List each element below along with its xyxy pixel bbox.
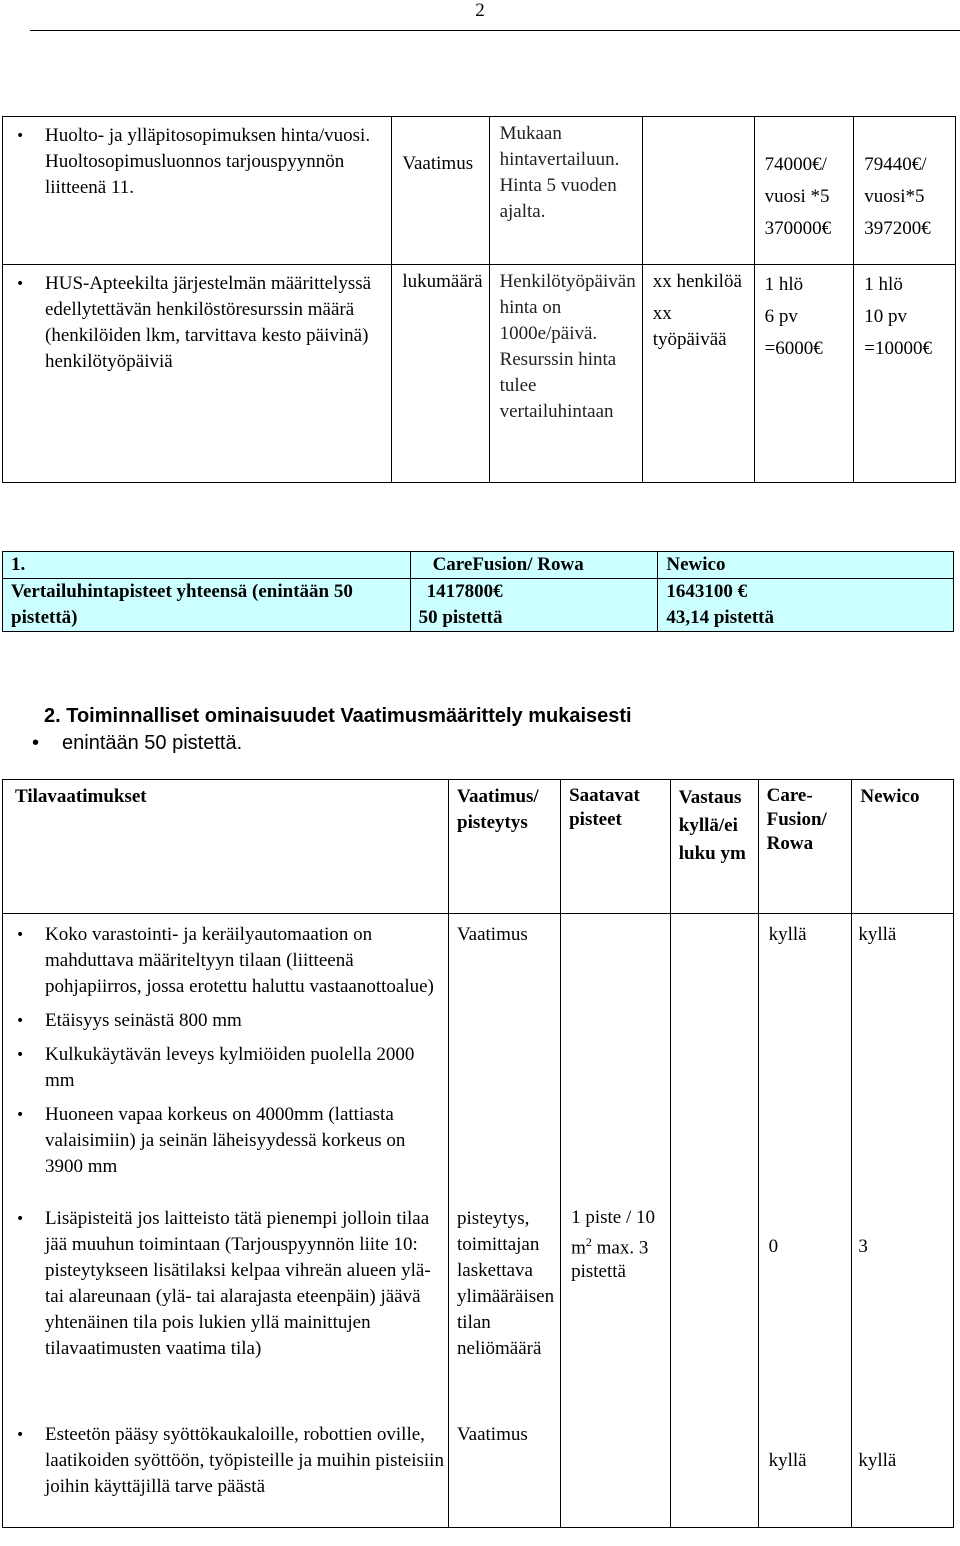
vendor1-answer: kyllä	[758, 914, 852, 1206]
requirements-table	[2, 779, 954, 1528]
list-item: • Huolto- ja ylläpitosopimuksen hinta/vuosi. Huoltosopimusluonnos tarjouspyynnön liitteenä 11.	[3, 123, 385, 201]
requirement-type: pisteytys, toimittajan laskettava ylimääräisen tilan neliömäärä	[449, 1206, 561, 1418]
table-row	[3, 914, 954, 1206]
vendor1-answer: 0	[758, 1206, 852, 1418]
vendor2-price: 79440€/ vuosi*5 397200€	[854, 117, 956, 265]
vendor1-name: CareFusion/ Rowa	[410, 552, 658, 579]
vendor2-name: Newico	[658, 552, 954, 579]
section-heading: 2. Toiminnalliset ominaisuudet Vaatimusmäärittely mukaisesti	[44, 705, 632, 727]
requirement-list	[3, 1206, 448, 1362]
requirement-type: Vaatimus	[392, 117, 489, 265]
answer-cell	[670, 1418, 758, 1528]
points-cell: 1 piste / 10 $m^2$ max. 3 pistettä	[561, 1206, 671, 1418]
pricing-note: Henkilötyöpäivän hinta on 1000e/päivä. Resurssin hinta tulee vertailuhintaan	[489, 265, 642, 483]
col-header-type: Vaatimus/ pisteytys	[449, 780, 561, 914]
vendor2-price: 1 hlö 10 pv =10000€	[854, 265, 956, 483]
list-item: • Koko varastointi- ja keräilyautomaation on mahduttava määriteltyyn tilaan (liitteenä pohjapiirros, jossa erotettu haluttu vastaanottoalue)	[3, 922, 448, 1000]
vendor1-price: 1 hlö 6 pv =6000€	[754, 265, 854, 483]
summary-table	[2, 551, 954, 632]
price-table	[2, 116, 956, 483]
list-item: • Etäisyys seinästä 800 mm	[3, 1008, 448, 1034]
summary-label: Vertailuhintapisteet yhteensä (enintään 50 pistettä)	[3, 579, 411, 632]
page-number: 2	[475, 0, 485, 21]
table-row	[3, 265, 956, 483]
unit-cell	[642, 117, 754, 265]
vendor2-answer: 3	[852, 1206, 954, 1418]
points-cell	[561, 914, 671, 1206]
list-item: • Esteetön pääsy syöttökaukaloille, robottien oville, laatikoiden syöttöön, työpisteille ja muihin pisteisiin joihin käyttäjillä tarve päästä	[3, 1422, 448, 1500]
summary-number: 1.	[3, 552, 411, 579]
list-item: • Kulkukäytävän leveys kylmiöiden puolella 2000 mm	[3, 1042, 448, 1094]
list-item: • HUS-Apteekilta järjestelmän määrittelyssä edellytettävän henkilöstöresurssin määrä (henkilöiden lkm, tarvittava kesto päivinä) henkilötyöpäiviä	[3, 271, 391, 375]
table-row	[3, 117, 956, 265]
answer-cell	[670, 914, 758, 1206]
requirement-type: Vaatimus	[449, 1418, 561, 1528]
col-header-answer: Vastaus kyllä/ei luku ym	[670, 780, 758, 914]
vendor1-price: 74000€/ vuosi *5 370000€	[754, 117, 854, 265]
bullet-icon: •	[32, 732, 40, 754]
vendor2-total: 1643100 € 43,14 pistettä	[658, 579, 954, 632]
col-header-points: Saatavat pisteet	[561, 780, 671, 914]
table-row	[3, 1418, 954, 1528]
requirement-type: lukumäärä	[392, 265, 489, 483]
requirement-type: Vaatimus	[449, 914, 561, 1206]
col-header-requirements: Tilavaatimukset	[3, 780, 449, 914]
vendor1-answer: kyllä	[758, 1418, 852, 1528]
list-item: • Huoneen vapaa korkeus on 4000mm (lattiasta valaisimiin) ja seinän läheisyydessä korkeus on 3900 mm	[3, 1102, 448, 1180]
pricing-note: Mukaan hintavertailuun. Hinta 5 vuoden ajalta.	[489, 117, 642, 265]
vendor2-answer: kyllä	[852, 1418, 954, 1528]
table-row	[3, 1206, 954, 1418]
points-cell	[561, 1418, 671, 1528]
col-header-vendor2: Newico	[852, 780, 954, 914]
table-header-row	[3, 780, 954, 914]
vendor1-total: 1417800€ 50 pistettä	[410, 579, 658, 632]
table-row	[3, 552, 954, 579]
col-header-vendor1: Care-Fusion/ Rowa	[758, 780, 852, 914]
unit-cell: xx henkilöä xx työpäivää	[642, 265, 754, 483]
answer-cell	[670, 1206, 758, 1418]
requirement-list	[3, 1422, 448, 1500]
table-row	[3, 579, 954, 632]
vendor2-answer: kyllä	[852, 914, 954, 1206]
list-item: • Lisäpisteitä jos laitteisto tätä pienempi jolloin tilaa jää muuhun toimintaan (Tarjouspyynnön liite 10: pisteytykseen lisätilaksi kelpaa vihreän alueen ylä- tai alareunaan (ylä- tai alarajasta eteenpäin) jäävä yhtenäinen tila pois lukien yllä mainittujen tilavaatimusten vaatima tila)	[3, 1206, 448, 1362]
requirement-list	[3, 922, 448, 1180]
section-bullet: • enintään 50 pistettä.	[32, 732, 243, 754]
header-rule	[30, 30, 960, 31]
